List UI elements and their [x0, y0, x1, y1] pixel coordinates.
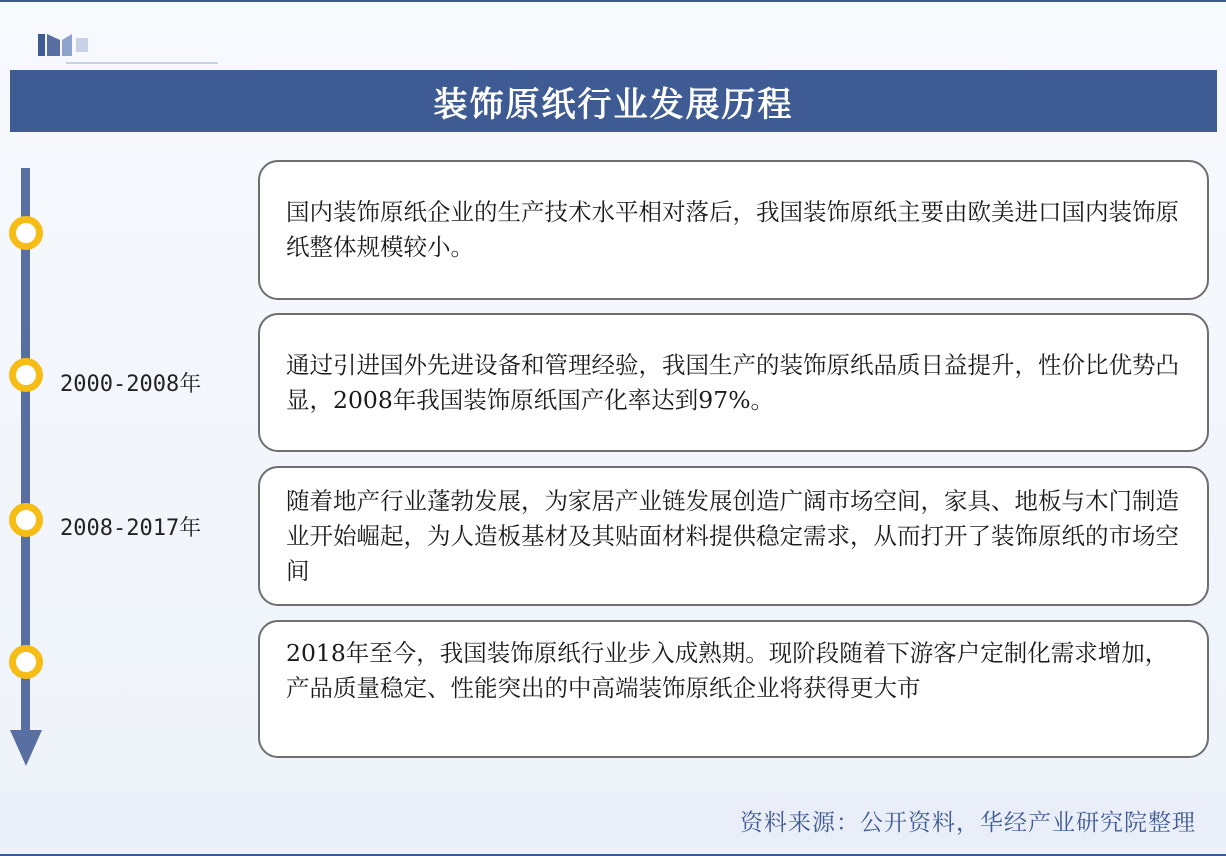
period-card: [258, 466, 1209, 606]
timeline-dot-icon: [9, 216, 43, 250]
period-description: 通过引进国外先进设备和管理经验，我国生产的装饰原纸品质日益提升，性价比优势凸显，2008年我国装饰原纸国产化率达到97%。: [286, 350, 1179, 414]
period-description: 国内装饰原纸企业的生产技术水平相对落后，我国装饰原纸主要由欧美进口国内装饰原纸整体规模较小。: [286, 198, 1179, 261]
page-title: 装饰原纸行业发展历程: [433, 84, 794, 125]
period-card: [258, 620, 1209, 758]
period-year: 2008-2017年: [60, 516, 202, 541]
period-card: [258, 160, 1209, 300]
logo-underline: [66, 62, 218, 64]
timeline-dot-icon: [9, 358, 43, 392]
source-note: 资料来源：公开资料，华经产业研究院整理: [740, 810, 1196, 836]
period-description: 随着地产行业蓬勃发展，为家居产业链发展创造广阔市场空间，家具、地板与木门制造业开始崛起，为人造板基材及其贴面材料提供稳定需求，从而打开了装饰原纸的市场空间: [286, 486, 1179, 585]
period-description: 2018年至今，我国装饰原纸行业步入成熟期。现阶段随着下游客户定制化需求增加，产品质量稳定、性能突出的中高端装饰原纸企业将获得更大市: [286, 639, 1169, 702]
timeline-dot-icon: [9, 503, 43, 537]
period-year: 2000-2008年: [60, 372, 202, 397]
timeline-dot-icon: [9, 645, 43, 679]
period-card: [258, 313, 1209, 452]
timeline-arrow-icon: [10, 730, 42, 766]
brand-logo-icon: [36, 30, 108, 60]
title-bar: [10, 70, 1217, 132]
